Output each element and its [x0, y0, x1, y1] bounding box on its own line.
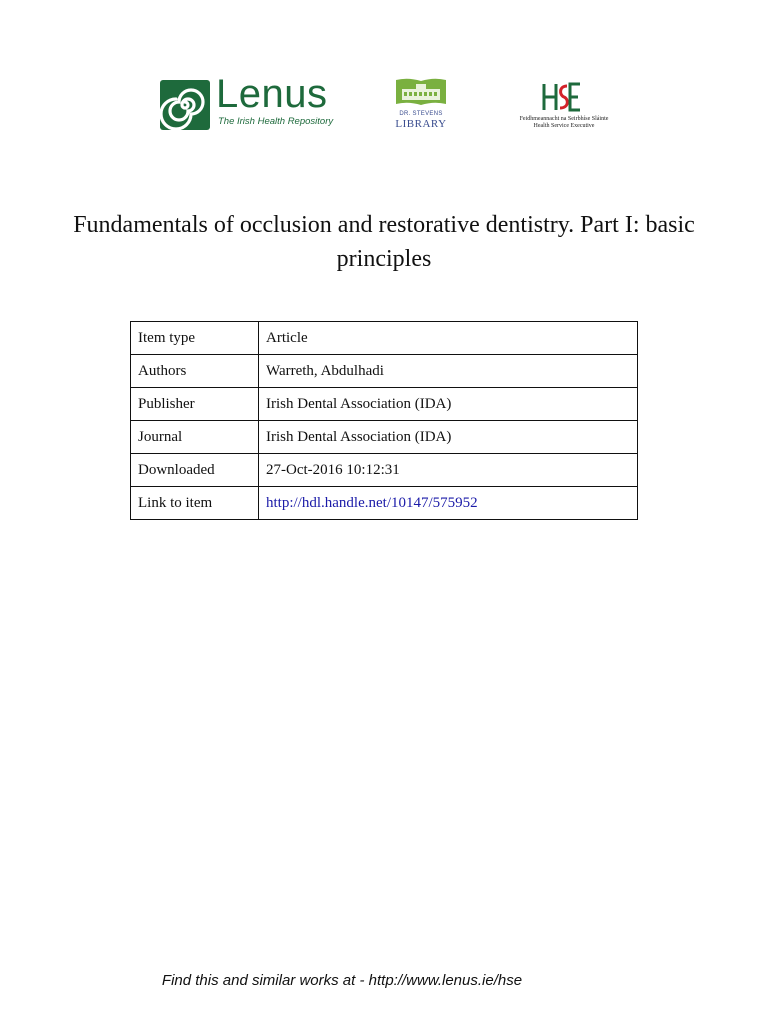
publisher-value: Irish Dental Association (IDA)	[259, 388, 638, 421]
authors-value: Warreth, Abdulhadi	[259, 355, 638, 388]
link-cell	[259, 487, 638, 520]
item-type-value: Article	[259, 322, 638, 355]
lenus-tagline: The Irish Health Repository	[218, 116, 334, 127]
lenus-logo	[158, 72, 336, 134]
table-row	[131, 322, 638, 355]
row-label: Link to item	[131, 487, 259, 520]
metadata-table	[130, 321, 638, 520]
row-label: Item type	[131, 322, 259, 355]
table-row	[131, 388, 638, 421]
hse-mark-icon	[540, 80, 582, 114]
library-building-icon	[396, 78, 446, 106]
item-link[interactable]: http://hdl.handle.net/10147/575952	[266, 494, 478, 511]
hse-english-name: Health Service Executive	[533, 123, 595, 129]
table-row	[131, 454, 638, 487]
row-label: Authors	[131, 355, 259, 388]
hse-logo	[512, 78, 616, 136]
library-name-line1: DR. STEVENS	[399, 111, 443, 117]
row-label: Publisher	[131, 388, 259, 421]
hse-irish-name: Feidhmeannacht na Seirbhíse Sláinte	[519, 116, 609, 122]
table-row	[131, 487, 638, 520]
table-row	[131, 421, 638, 454]
lenus-spiral-icon	[160, 80, 210, 130]
row-label: Downloaded	[131, 454, 259, 487]
footer-note: Find this and similar works at - http://www.lenus.ie/hse	[161, 972, 523, 989]
row-label: Journal	[131, 421, 259, 454]
document-title: Fundamentals of occlusion and restorative dentistry. Part I: basic principles	[73, 212, 695, 272]
library-name-line2: LIBRARY	[395, 118, 447, 130]
dr-stevens-library-logo	[392, 78, 452, 134]
downloaded-value: 27-Oct-2016 10:12:31	[259, 454, 638, 487]
table-row	[131, 355, 638, 388]
journal-value: Irish Dental Association (IDA)	[259, 421, 638, 454]
logo-header	[0, 74, 768, 144]
lenus-wordmark: Lenus	[216, 72, 328, 116]
